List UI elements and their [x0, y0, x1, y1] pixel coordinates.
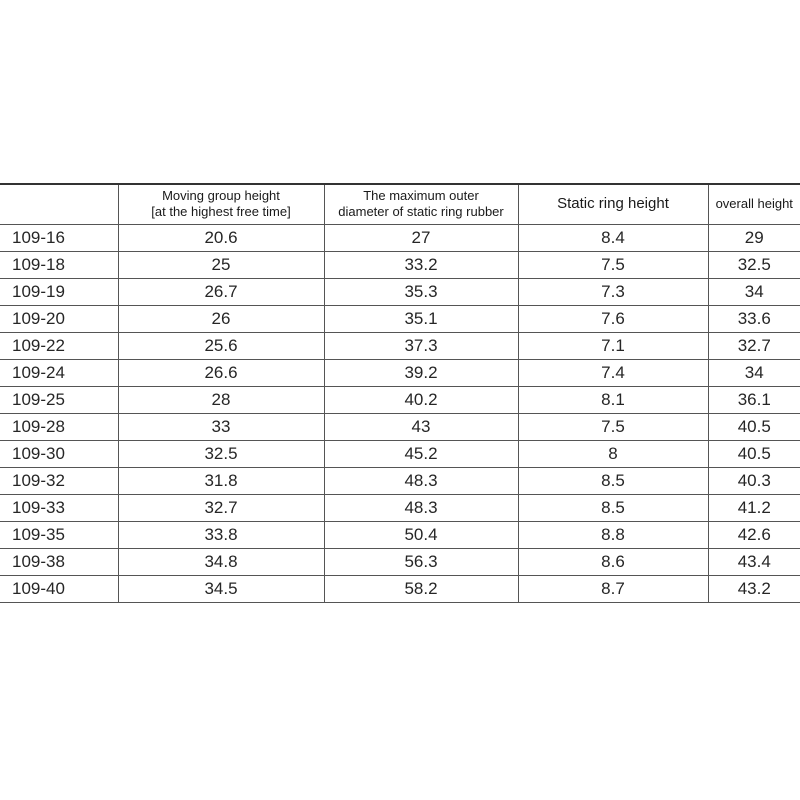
header-static-ring-height [518, 184, 708, 224]
cell-static-ring-height: 8 [518, 440, 708, 467]
cell-model: 109-38 [0, 548, 118, 575]
cell-max-outer-diameter: 56.3 [324, 548, 518, 575]
cell-overall-height: 41.2 [708, 494, 800, 521]
cell-max-outer-diameter: 37.3 [324, 332, 518, 359]
cell-model: 109-16 [0, 224, 118, 251]
cell-overall-height: 40.5 [708, 440, 800, 467]
cell-max-outer-diameter: 27 [324, 224, 518, 251]
cell-static-ring-height: 8.5 [518, 467, 708, 494]
cell-overall-height: 42.6 [708, 521, 800, 548]
cell-static-ring-height: 8.4 [518, 224, 708, 251]
cell-max-outer-diameter: 45.2 [324, 440, 518, 467]
cell-moving-group-height: 32.5 [118, 440, 324, 467]
header-moving-group-height [118, 184, 324, 224]
cell-static-ring-height: 7.5 [518, 413, 708, 440]
cell-overall-height: 43.4 [708, 548, 800, 575]
cell-model: 109-33 [0, 494, 118, 521]
cell-moving-group-height: 25.6 [118, 332, 324, 359]
table-row [0, 359, 800, 386]
cell-max-outer-diameter: 58.2 [324, 575, 518, 602]
table-row [0, 494, 800, 521]
table-row [0, 386, 800, 413]
cell-static-ring-height: 8.7 [518, 575, 708, 602]
cell-max-outer-diameter: 48.3 [324, 494, 518, 521]
cell-max-outer-diameter: 39.2 [324, 359, 518, 386]
table-row [0, 548, 800, 575]
cell-max-outer-diameter: 33.2 [324, 251, 518, 278]
cell-model: 109-32 [0, 467, 118, 494]
cell-moving-group-height: 32.7 [118, 494, 324, 521]
cell-static-ring-height: 8.1 [518, 386, 708, 413]
cell-model: 109-20 [0, 305, 118, 332]
cell-moving-group-height: 34.5 [118, 575, 324, 602]
cell-static-ring-height: 7.5 [518, 251, 708, 278]
cell-static-ring-height: 7.1 [518, 332, 708, 359]
cell-static-ring-height: 8.5 [518, 494, 708, 521]
cell-max-outer-diameter: 48.3 [324, 467, 518, 494]
cell-max-outer-diameter: 40.2 [324, 386, 518, 413]
header-moving-group-height-line-1: Moving group height [162, 188, 280, 204]
cell-model: 109-19 [0, 278, 118, 305]
table-row [0, 305, 800, 332]
cell-static-ring-height: 7.6 [518, 305, 708, 332]
header-max-outer-diameter [324, 184, 518, 224]
cell-max-outer-diameter: 35.1 [324, 305, 518, 332]
spec-table [0, 183, 800, 603]
cell-model: 109-40 [0, 575, 118, 602]
cell-moving-group-height: 26 [118, 305, 324, 332]
header-static-ring-height-line: Static ring height [557, 195, 669, 213]
cell-static-ring-height: 8.8 [518, 521, 708, 548]
header-overall-height-line: overall height [715, 196, 793, 212]
cell-static-ring-height: 7.3 [518, 278, 708, 305]
cell-model: 109-18 [0, 251, 118, 278]
cell-overall-height: 34 [708, 278, 800, 305]
table-row [0, 467, 800, 494]
cell-moving-group-height: 34.8 [118, 548, 324, 575]
table-row [0, 278, 800, 305]
cell-overall-height: 43.2 [708, 575, 800, 602]
cell-model: 109-28 [0, 413, 118, 440]
header-moving-group-height-line-2: [at the highest free time] [151, 204, 291, 220]
cell-max-outer-diameter: 50.4 [324, 521, 518, 548]
cell-moving-group-height: 31.8 [118, 467, 324, 494]
cell-overall-height: 29 [708, 224, 800, 251]
cell-overall-height: 32.7 [708, 332, 800, 359]
header-overall-height [708, 184, 800, 224]
header-model [0, 184, 118, 224]
cell-overall-height: 36.1 [708, 386, 800, 413]
cell-moving-group-height: 26.7 [118, 278, 324, 305]
header-max-outer-diameter-line-1: The maximum outer [363, 188, 479, 204]
cell-moving-group-height: 33.8 [118, 521, 324, 548]
cell-moving-group-height: 20.6 [118, 224, 324, 251]
table-body [0, 184, 800, 602]
table-row [0, 224, 800, 251]
cell-moving-group-height: 28 [118, 386, 324, 413]
cell-model: 109-24 [0, 359, 118, 386]
table-row [0, 413, 800, 440]
header-max-outer-diameter-line-2: diameter of static ring rubber [338, 204, 504, 220]
cell-overall-height: 33.6 [708, 305, 800, 332]
cell-max-outer-diameter: 43 [324, 413, 518, 440]
cell-max-outer-diameter: 35.3 [324, 278, 518, 305]
table-row [0, 575, 800, 602]
cell-moving-group-height: 33 [118, 413, 324, 440]
cell-model: 109-22 [0, 332, 118, 359]
table-row [0, 251, 800, 278]
cell-moving-group-height: 26.6 [118, 359, 324, 386]
cell-overall-height: 40.5 [708, 413, 800, 440]
cell-static-ring-height: 8.6 [518, 548, 708, 575]
cell-model: 109-35 [0, 521, 118, 548]
cell-static-ring-height: 7.4 [518, 359, 708, 386]
cell-overall-height: 34 [708, 359, 800, 386]
cell-overall-height: 40.3 [708, 467, 800, 494]
header-row [0, 184, 800, 224]
table-row [0, 521, 800, 548]
cell-moving-group-height: 25 [118, 251, 324, 278]
table-row [0, 440, 800, 467]
cell-overall-height: 32.5 [708, 251, 800, 278]
table-row [0, 332, 800, 359]
cell-model: 109-25 [0, 386, 118, 413]
cell-model: 109-30 [0, 440, 118, 467]
